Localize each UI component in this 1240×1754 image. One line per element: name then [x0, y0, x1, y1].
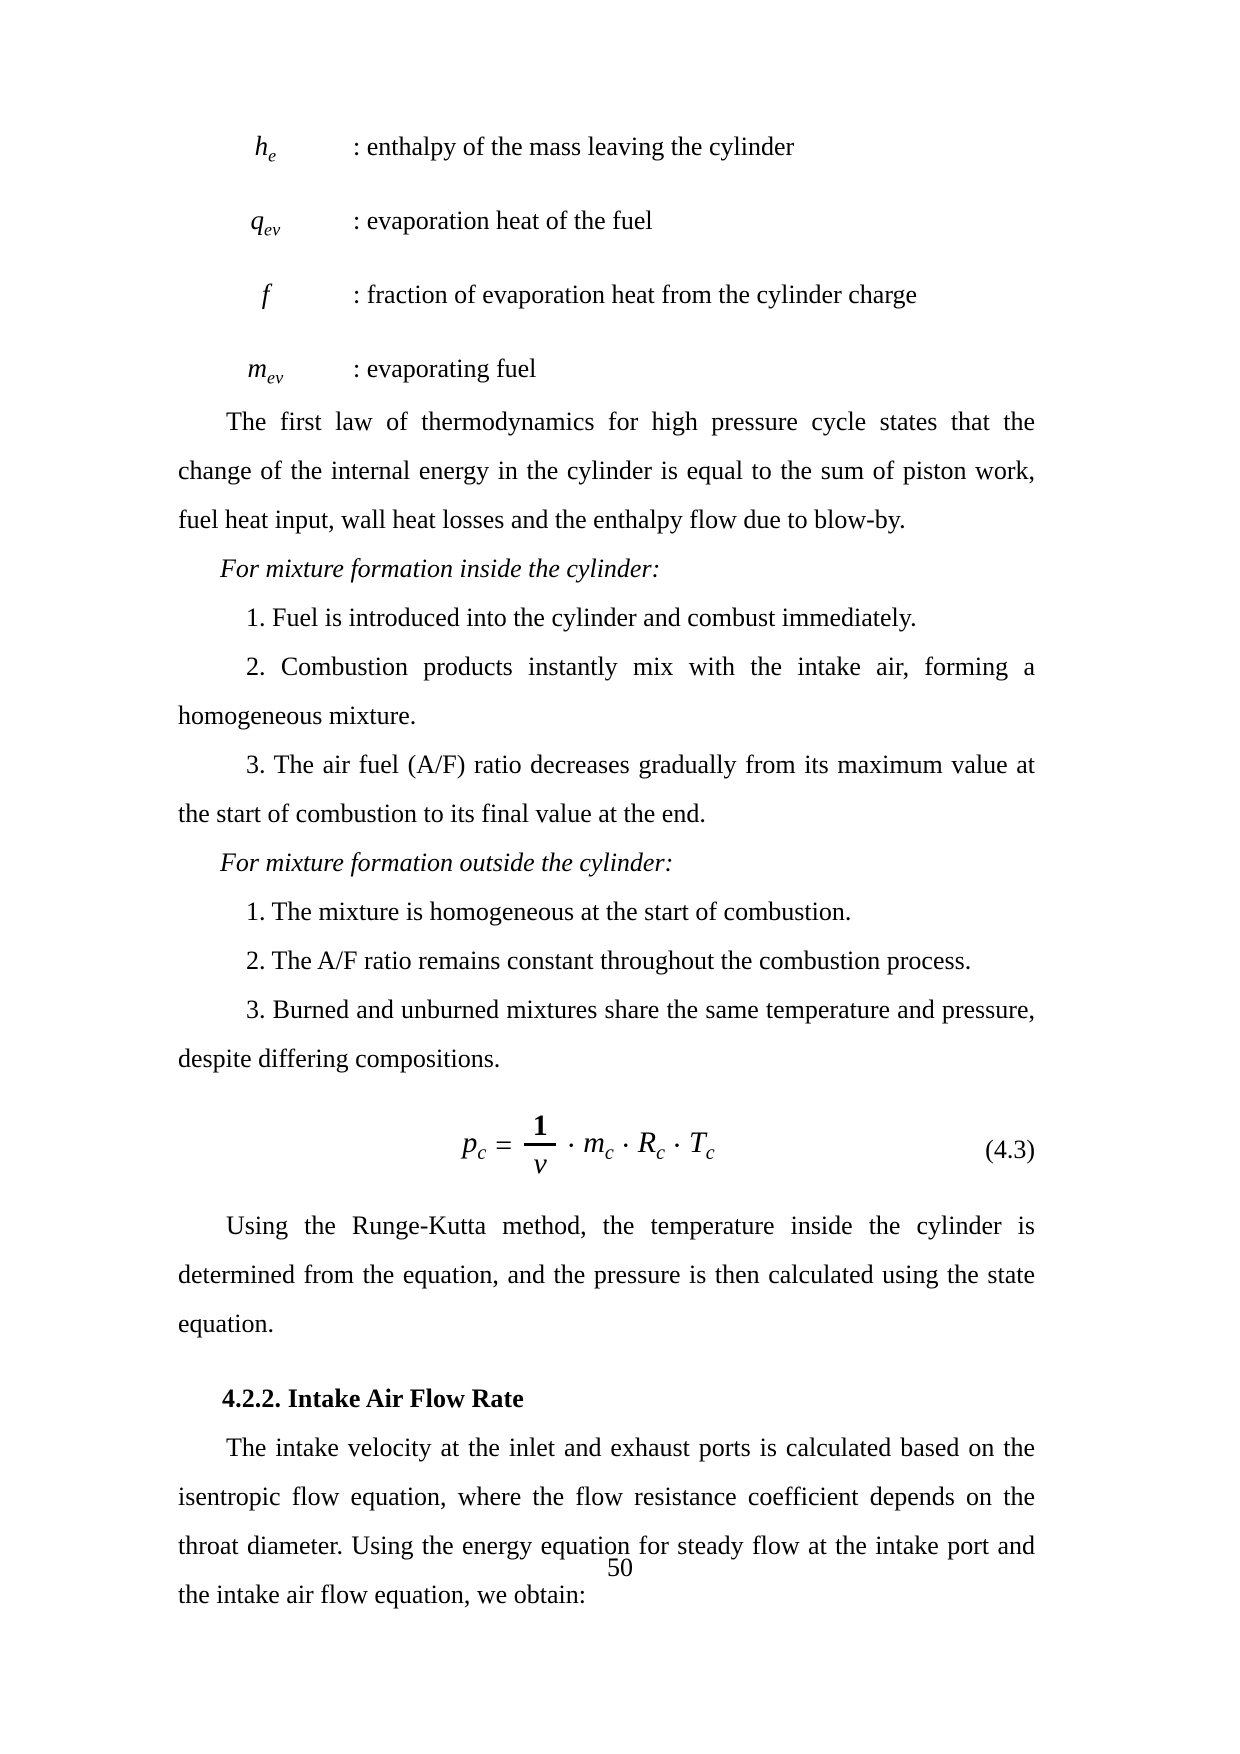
symbol-description: : evaporating fuel: [353, 353, 537, 383]
symbol-base: f: [261, 278, 270, 309]
equation-lhs-base: p: [462, 1126, 478, 1160]
symbol-key: [178, 130, 353, 167]
list-item: 2. The A/F ratio remains constant throughout the combustion process.: [246, 945, 972, 975]
term-mass-base: m: [583, 1126, 605, 1160]
fraction-numerator: 1: [532, 1109, 548, 1143]
heading-inside-cylinder: For mixture formation inside the cylinder:: [220, 553, 661, 583]
heading-outside-cylinder: For mixture formation outside the cylinder:: [220, 847, 674, 877]
symbol-row: [178, 352, 1035, 389]
term-temperature-subscript: c: [705, 1142, 715, 1165]
term-gasconstant-base: R: [637, 1126, 657, 1160]
list-item: 3. The air fuel (A/F) ratio decreases gradually from its maximum value at the start of combustion to its final value at the end.: [178, 749, 1035, 828]
symbol-base: m: [247, 352, 267, 383]
symbol-key: [178, 278, 353, 315]
equation-content: [178, 1091, 1035, 1201]
page-number: 50: [607, 1553, 633, 1582]
equation-term-gasconstant: [638, 1126, 665, 1165]
symbol-key: [178, 204, 353, 241]
symbol-base: q: [250, 204, 264, 235]
symbol-row: [178, 204, 1035, 241]
fraction-one-over-v: [524, 1110, 556, 1181]
section-heading: 4.2.2. Intake Air Flow Rate: [222, 1383, 524, 1413]
symbol-subscript: ev: [263, 219, 281, 240]
term-gasconstant-subscript: c: [656, 1142, 665, 1165]
paragraph-intake-velocity: The intake velocity at the inlet and exhaust ports is calculated based on the isentropic flow equation, where the flow resistance coefficient depends on the throat diameter. Using the energy equation for steady flow at the intake port and the intake air flow equation, we obtain:: [178, 1432, 1035, 1609]
state-equation: [462, 1110, 714, 1181]
equation-term-temperature: [689, 1126, 715, 1165]
paragraph-first-law: The first law of thermodynamics for high pressure cycle states that the change of the internal energy in the cylinder is equal to the sum of piston work, fuel heat input, wall heat losses and the enthalpy flow due to blow-by.: [178, 406, 1035, 534]
equation-lhs-subscript: c: [477, 1142, 487, 1165]
list-item: 2. Combustion products instantly mix with the intake air, forming a homogeneous mixture.: [178, 651, 1035, 730]
symbol-base: h: [254, 131, 269, 161]
fraction-denominator: v: [533, 1147, 547, 1181]
symbol-row: [178, 130, 1035, 167]
term-mass-subscript: c: [604, 1142, 614, 1165]
list-item: 1. Fuel is introduced into the cylinder and combust immediately.: [246, 602, 917, 632]
equation-term-mass: [583, 1126, 614, 1165]
equation-block: [178, 1091, 1035, 1201]
multiplication-dot: ·: [566, 1128, 577, 1162]
symbol-subscript: ev: [266, 367, 284, 388]
multiplication-dot: ·: [672, 1128, 682, 1162]
symbol-description: : evaporation heat of the fuel: [353, 205, 653, 235]
symbol-row: [178, 278, 1035, 315]
list-item: 1. The mixture is homogeneous at the start of combustion.: [246, 896, 852, 926]
symbol-description: : enthalpy of the mass leaving the cylinder: [353, 132, 795, 161]
symbol-key: [178, 352, 353, 389]
equation-number: (4.3): [985, 1134, 1035, 1164]
equation-lhs: [462, 1126, 486, 1165]
symbol-description: : fraction of evaporation heat from the cylinder charge: [353, 279, 918, 309]
symbol-definition-list: [178, 130, 1035, 389]
list-item: 3. Burned and unburned mixtures share the same temperature and pressure, despite differing compositions.: [178, 994, 1035, 1073]
equals-sign: =: [495, 1128, 513, 1162]
paragraph-runge-kutta: Using the Runge-Kutta method, the temperature inside the cylinder is determined from the equation, and the pressure is then calculated using the state equation.: [178, 1210, 1035, 1338]
symbol-subscript: e: [268, 145, 277, 166]
term-temperature-base: T: [689, 1126, 706, 1160]
multiplication-dot: ·: [620, 1128, 631, 1162]
